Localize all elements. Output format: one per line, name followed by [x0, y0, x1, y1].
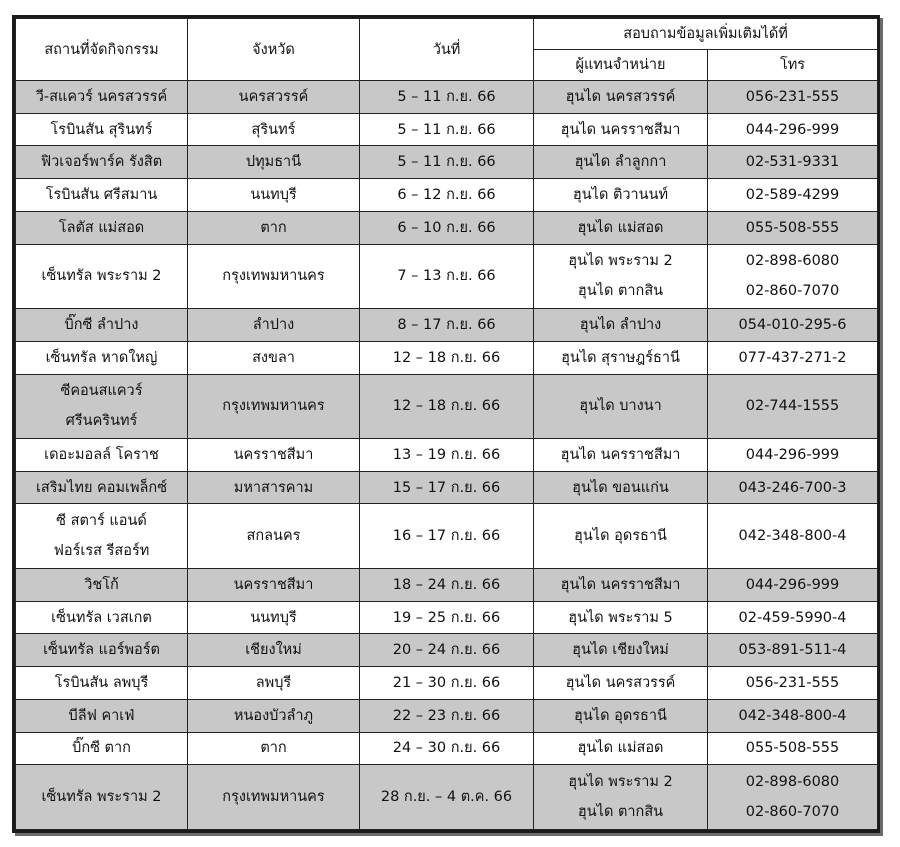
table-row	[16, 601, 878, 634]
cell-phone-line: 02-860-7070	[745, 283, 840, 300]
header-row-1	[16, 19, 878, 50]
cell-venue	[16, 667, 188, 700]
cell-venue-line: ฟิวเจอร์พาร์ค รังสิต	[40, 154, 163, 171]
header-phone: โทร	[708, 50, 878, 81]
table-row	[16, 146, 878, 179]
cell-venue	[16, 568, 188, 601]
cell-dealer-line: ฮุนได ติวานนท์	[572, 187, 669, 204]
cell-date: 21 – 30 ก.ย. 66	[360, 667, 534, 700]
cell-phone	[708, 601, 878, 634]
cell-venue-line: ซีคอนสแควร์	[60, 383, 143, 400]
cell-phone-line: 02-744-1555	[745, 398, 840, 415]
cell-phone	[708, 765, 878, 830]
cell-dealer-line: ฮุนได พระราม 2	[568, 774, 673, 791]
cell-phone-line: 044-296-999	[745, 576, 840, 593]
cell-dealer	[534, 667, 708, 700]
cell-phone-line: 054-010-295-6	[738, 316, 847, 333]
cell-date: 19 – 25 ก.ย. 66	[360, 601, 534, 634]
cell-date: 22 – 23 ก.ย. 66	[360, 699, 534, 732]
cell-province: ปทุมธานี	[188, 146, 360, 179]
cell-venue-line: เซ็นทรัล หาดใหญ่	[45, 349, 158, 366]
table-header	[16, 19, 878, 81]
cell-dealer-line: ฮุนได แม่สอด	[577, 740, 664, 757]
table-row	[16, 439, 878, 472]
cell-phone	[708, 81, 878, 114]
cell-venue-line: บิ๊กซี ลำปาง	[64, 316, 139, 333]
cell-venue	[16, 146, 188, 179]
cell-date: 5 – 11 ก.ย. 66	[360, 146, 534, 179]
cell-phone-line: 053-891-511-4	[738, 642, 847, 659]
cell-phone	[708, 732, 878, 765]
cell-venue-line: เซ็นทรัล เวสเกต	[51, 609, 152, 626]
cell-province: นนทบุรี	[188, 179, 360, 212]
cell-date: 6 – 10 ก.ย. 66	[360, 211, 534, 244]
cell-province: หนองบัวลำภู	[188, 699, 360, 732]
cell-province: นนทบุรี	[188, 601, 360, 634]
cell-venue-line: บีลีฟ คาเฟ่	[68, 707, 135, 724]
cell-dealer	[534, 699, 708, 732]
cell-province: ลพบุรี	[188, 667, 360, 700]
cell-phone	[708, 374, 878, 438]
cell-province: เชียงใหม่	[188, 634, 360, 667]
cell-venue-line: ศรีนครินทร์	[65, 413, 138, 430]
cell-phone	[708, 634, 878, 667]
table-row	[16, 81, 878, 114]
cell-phone	[708, 699, 878, 732]
cell-province: กรุงเทพมหานคร	[188, 374, 360, 438]
cell-date: 18 – 24 ก.ย. 66	[360, 568, 534, 601]
cell-province: สกลนคร	[188, 504, 360, 568]
cell-phone-line: 055-508-555	[745, 219, 840, 236]
cell-dealer	[534, 146, 708, 179]
cell-date: 15 – 17 ก.ย. 66	[360, 471, 534, 504]
cell-dealer-line: ฮุนได นครสวรรค์	[565, 88, 676, 105]
cell-dealer-line: ฮุนได พระราม 2	[568, 253, 673, 270]
cell-dealer-line: ฮุนได อุดรธานี	[574, 528, 667, 545]
cell-date: 16 – 17 ก.ย. 66	[360, 504, 534, 568]
cell-phone	[708, 471, 878, 504]
cell-venue	[16, 601, 188, 634]
cell-province: ตาก	[188, 211, 360, 244]
cell-date: 8 – 17 ก.ย. 66	[360, 309, 534, 342]
header-venue: สถานที่จัดกิจกรรม	[16, 19, 188, 81]
cell-dealer-line: ฮุนได สุราษฎร์ธานี	[561, 349, 680, 366]
table-row	[16, 667, 878, 700]
cell-phone	[708, 113, 878, 146]
cell-phone-line: 044-296-999	[745, 446, 840, 463]
cell-phone-line: 02-898-6080	[745, 774, 840, 791]
cell-date: 5 – 11 ก.ย. 66	[360, 81, 534, 114]
cell-date: 12 – 18 ก.ย. 66	[360, 341, 534, 374]
cell-province: มหาสารคาม	[188, 471, 360, 504]
cell-dealer	[534, 113, 708, 146]
cell-province: สงขลา	[188, 341, 360, 374]
cell-venue	[16, 471, 188, 504]
cell-phone-line: 02-531-9331	[745, 154, 840, 171]
cell-dealer	[534, 471, 708, 504]
cell-dealer	[534, 179, 708, 212]
cell-venue-line: โลตัส แม่สอด	[58, 219, 145, 236]
cell-phone	[708, 211, 878, 244]
cell-dealer	[534, 211, 708, 244]
cell-dealer	[534, 341, 708, 374]
cell-phone	[708, 341, 878, 374]
table-row	[16, 374, 878, 438]
cell-phone	[708, 244, 878, 308]
table-row	[16, 634, 878, 667]
table-row	[16, 765, 878, 830]
cell-venue	[16, 732, 188, 765]
table-body	[16, 81, 878, 830]
table-row	[16, 699, 878, 732]
cell-venue	[16, 244, 188, 308]
cell-date: 12 – 18 ก.ย. 66	[360, 374, 534, 438]
cell-dealer-line: ฮุนได พระราม 5	[568, 609, 673, 626]
cell-phone-line: 044-296-999	[745, 121, 840, 138]
table-row	[16, 309, 878, 342]
cell-dealer-line: ฮุนได นครราชสีมา	[560, 446, 681, 463]
cell-province: กรุงเทพมหานคร	[188, 244, 360, 308]
cell-dealer-line: ฮุนได ตากสิน	[577, 804, 664, 821]
cell-date: 28 ก.ย. – 4 ต.ค. 66	[360, 765, 534, 830]
cell-phone-line: 042-348-800-4	[738, 707, 847, 724]
cell-dealer-line: ฮุนได ลำลูกกา	[574, 154, 667, 171]
cell-phone-line: 02-898-6080	[745, 253, 840, 270]
cell-dealer	[534, 732, 708, 765]
cell-dealer	[534, 244, 708, 308]
cell-venue	[16, 504, 188, 568]
cell-venue	[16, 211, 188, 244]
header-dealer: ผู้แทนจำหน่าย	[534, 50, 708, 81]
cell-venue	[16, 113, 188, 146]
cell-venue-line: ฟอร์เรส รีสอร์ท	[53, 543, 150, 560]
cell-dealer-line: ฮุนได ลำปาง	[579, 316, 662, 333]
cell-dealer-line: ฮุนได นครราชสีมา	[560, 121, 681, 138]
event-schedule-frame	[12, 15, 880, 833]
cell-province: สุรินทร์	[188, 113, 360, 146]
cell-phone-line: 055-508-555	[745, 740, 840, 757]
cell-dealer	[534, 374, 708, 438]
cell-venue-line: วี-สแควร์ นครสวรรค์	[35, 88, 168, 105]
cell-phone	[708, 309, 878, 342]
table-row	[16, 179, 878, 212]
cell-dealer	[534, 504, 708, 568]
table-row	[16, 244, 878, 308]
cell-province: กรุงเทพมหานคร	[188, 765, 360, 830]
cell-phone-line: 056-231-555	[745, 88, 840, 105]
table-row	[16, 211, 878, 244]
cell-dealer-line: ฮุนได เชียงใหม่	[572, 642, 669, 659]
cell-phone-line: 077-437-271-2	[738, 349, 847, 366]
cell-phone	[708, 179, 878, 212]
cell-dealer-line: ฮุนได ตากสิน	[577, 283, 664, 300]
table-row	[16, 471, 878, 504]
cell-venue-line: เสริมไทย คอมเพล็กซ์	[35, 479, 168, 496]
table-row	[16, 568, 878, 601]
cell-venue	[16, 765, 188, 830]
cell-province: ลำปาง	[188, 309, 360, 342]
cell-date: 20 – 24 ก.ย. 66	[360, 634, 534, 667]
cell-venue-line: ซี สตาร์ แอนด์	[56, 513, 147, 530]
cell-province: นครราชสีมา	[188, 439, 360, 472]
cell-venue-line: เซ็นทรัล แอร์พอร์ต	[43, 642, 160, 659]
table-row	[16, 504, 878, 568]
cell-dealer-line: ฮุนได บางนา	[579, 398, 662, 415]
cell-venue-line: เซ็นทรัล พระราม 2	[41, 268, 162, 285]
cell-dealer	[534, 309, 708, 342]
cell-phone	[708, 667, 878, 700]
cell-dealer-line: ฮุนได นครราชสีมา	[560, 576, 681, 593]
cell-province: นครราชสีมา	[188, 568, 360, 601]
cell-venue-line: วิชโก้	[84, 576, 119, 593]
cell-venue-line: เซ็นทรัล พระราม 2	[41, 789, 162, 806]
cell-province: ตาก	[188, 732, 360, 765]
table-row	[16, 732, 878, 765]
cell-phone-line: 02-589-4299	[745, 187, 840, 204]
cell-phone	[708, 504, 878, 568]
table-row	[16, 341, 878, 374]
cell-venue-line: โรบินสัน ศรีสมาน	[45, 187, 158, 204]
cell-dealer-line: ฮุนได นครสวรรค์	[565, 674, 676, 691]
cell-venue-line: เดอะมอลล์ โคราช	[44, 446, 159, 463]
cell-phone	[708, 439, 878, 472]
cell-dealer	[534, 439, 708, 472]
cell-dealer	[534, 568, 708, 601]
cell-phone-line: 042-348-800-4	[738, 528, 847, 545]
event-schedule-table	[15, 18, 878, 830]
cell-venue-line: บิ๊กซี ตาก	[72, 740, 131, 757]
cell-dealer-line: ฮุนได อุดรธานี	[574, 707, 667, 724]
cell-venue	[16, 634, 188, 667]
cell-venue	[16, 341, 188, 374]
cell-date: 7 – 13 ก.ย. 66	[360, 244, 534, 308]
cell-dealer	[534, 634, 708, 667]
cell-dealer	[534, 601, 708, 634]
cell-venue	[16, 699, 188, 732]
cell-venue	[16, 179, 188, 212]
cell-phone	[708, 146, 878, 179]
header-date: วันที่	[360, 19, 534, 81]
cell-phone-line: 056-231-555	[745, 674, 840, 691]
cell-dealer-line: ฮุนได ขอนแก่น	[572, 479, 669, 496]
cell-phone-line: 043-246-700-3	[738, 479, 847, 496]
cell-date: 24 – 30 ก.ย. 66	[360, 732, 534, 765]
cell-venue	[16, 439, 188, 472]
cell-venue-line: โรบินสัน สุรินทร์	[50, 121, 153, 138]
cell-date: 13 – 19 ก.ย. 66	[360, 439, 534, 472]
cell-date: 6 – 12 ก.ย. 66	[360, 179, 534, 212]
cell-phone-line: 02-459-5990-4	[738, 609, 847, 626]
table-row	[16, 113, 878, 146]
header-province: จังหวัด	[188, 19, 360, 81]
cell-dealer	[534, 81, 708, 114]
cell-phone	[708, 568, 878, 601]
cell-dealer	[534, 765, 708, 830]
cell-venue	[16, 374, 188, 438]
cell-dealer-line: ฮุนได แม่สอด	[577, 219, 664, 236]
cell-venue	[16, 309, 188, 342]
cell-venue	[16, 81, 188, 114]
cell-phone-line: 02-860-7070	[745, 804, 840, 821]
cell-date: 5 – 11 ก.ย. 66	[360, 113, 534, 146]
header-contact-group: สอบถามข้อมูลเพิ่มเติมได้ที่	[534, 19, 878, 50]
cell-province: นครสวรรค์	[188, 81, 360, 114]
cell-venue-line: โรบินสัน ลพบุรี	[54, 674, 149, 691]
